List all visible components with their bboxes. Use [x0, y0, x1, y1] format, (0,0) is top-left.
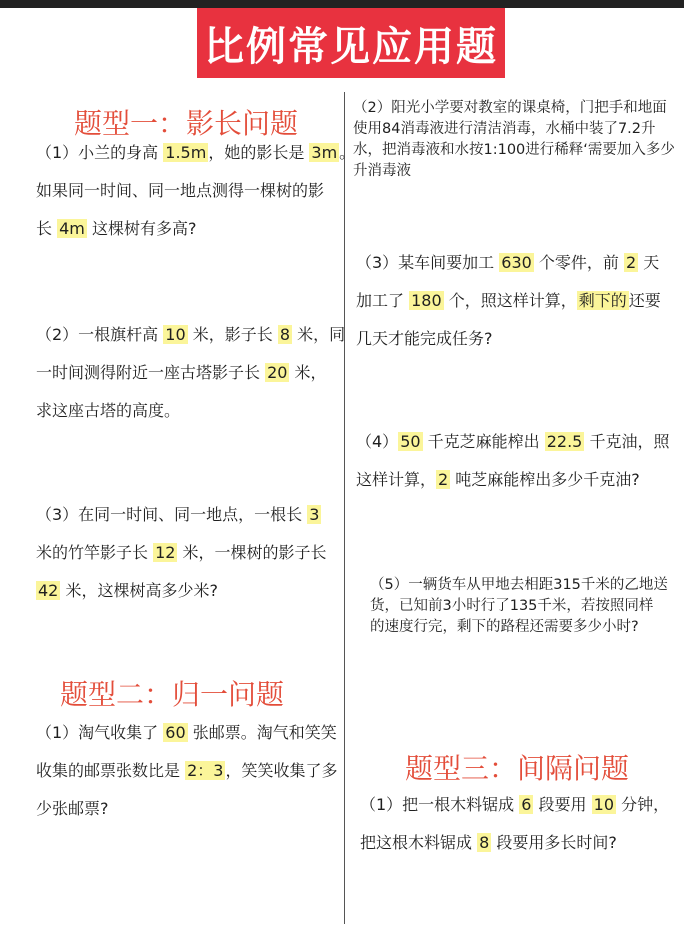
question-line: 的速度行完，剩下的路程还需要多少小时? [370, 619, 639, 635]
question-text: 几天才能完成任务? [356, 329, 493, 348]
question-text: 段要用 [533, 795, 592, 814]
question-text: 。 [339, 143, 356, 162]
question-line [36, 572, 327, 610]
question-line: 升消毒液 [353, 163, 411, 179]
question-text: 把这根木料锯成 [360, 833, 478, 852]
highlighted-value: 180 [411, 291, 442, 310]
highlighted-value: 10 [165, 325, 186, 344]
question-text: 少张邮票? [36, 799, 109, 818]
question-text: 一时间测得附近一座古塔影子长 [36, 363, 266, 382]
highlighted-value: 630 [501, 253, 532, 272]
question-right-5 [360, 786, 669, 862]
question-line: （5）一辆货车从甲地去相距315千米的乙地送 [370, 577, 668, 593]
question-line [36, 496, 327, 534]
section-heading-shadow-length: 题型一：影长问题 [74, 107, 299, 140]
question-right-3 [356, 423, 669, 499]
question-line [356, 244, 661, 282]
highlighted-value: 50 [400, 432, 421, 451]
highlighted-value: 12 [155, 543, 176, 562]
question-line: 使用84消毒液进行清洁消毒，水桶中装了7.2升 [353, 121, 656, 137]
highlighted-value: 22.5 [546, 432, 583, 451]
question-left-1 [36, 134, 355, 248]
question-left-2 [36, 316, 345, 430]
question-line [36, 534, 327, 572]
question-left-4 [36, 714, 337, 828]
highlighted-value: 8 [479, 833, 490, 852]
page-title: 比例常见应用题 [197, 8, 505, 78]
question-text: 分钟， [616, 795, 670, 814]
question-text: （1）把一根木料锯成 [360, 795, 520, 814]
highlighted-value: 8 [279, 325, 291, 344]
question-text: （2）一根旗杆高 [36, 325, 164, 344]
question-text: ，她的影长是 [208, 143, 310, 162]
question-text: 米的竹竿影子长 [36, 543, 154, 562]
highlighted-value: 6 [521, 795, 532, 814]
question-left-3 [36, 496, 327, 610]
question-line [36, 316, 345, 354]
highlighted-value: 2 [626, 253, 637, 272]
question-line [36, 210, 355, 248]
question-text: 个，照这样计算， [443, 291, 577, 310]
top-bar [0, 0, 684, 8]
question-line [36, 354, 345, 392]
highlighted-value: 剩下的 [578, 291, 627, 310]
question-right-2 [356, 244, 661, 358]
question-text: 米，影子长 [187, 325, 278, 344]
question-text: 这样计算， [356, 470, 437, 489]
question-text: 段要用多长时间? [491, 833, 617, 852]
question-text: 千克芝麻能榨出 [422, 432, 545, 451]
question-text: 长 [36, 219, 58, 238]
highlighted-value: 3 [309, 505, 320, 524]
highlighted-value: 3m [311, 143, 338, 162]
highlighted-value: 4m [59, 219, 85, 238]
question-text: 收集的邮票张数比是 [36, 761, 186, 780]
highlighted-value: 2：3 [187, 761, 224, 780]
question-line [360, 786, 669, 824]
question-line [356, 320, 661, 358]
question-text: 加工了 [356, 291, 410, 310]
question-line [356, 423, 669, 461]
question-text: （1）小兰的身高 [36, 143, 164, 162]
question-text: ，笑笑收集了多 [225, 761, 338, 780]
highlighted-value: 60 [165, 723, 186, 742]
question-line [36, 134, 355, 172]
question-text: 如果同一时间、同一地点测得一棵树的影 [36, 181, 325, 200]
question-line: （2）阳光小学要对教室的课桌椅，门把手和地面 [353, 100, 667, 116]
question-line [36, 790, 337, 828]
question-line [356, 282, 661, 320]
question-text: （1）淘气收集了 [36, 723, 164, 742]
question-text: 米，一棵树的影子长 [177, 543, 327, 562]
question-text: 米，这棵树高多少米? [60, 581, 218, 600]
question-line [36, 392, 345, 430]
question-text: （4） [356, 432, 399, 451]
question-line: 水，把消毒液和水按1:100进行稀释‘需要加入多少 [353, 142, 675, 158]
section-heading-unitary: 题型二：归一问题 [60, 678, 285, 711]
question-right-1 [353, 98, 675, 182]
question-text: 这棵树有多高? [86, 219, 197, 238]
question-text: 个零件，前 [533, 253, 625, 272]
highlighted-value: 1.5m [165, 143, 207, 162]
highlighted-value: 20 [267, 363, 288, 382]
highlighted-value: 42 [38, 581, 59, 600]
question-text: 吨芝麻能榨出多少千克油? [450, 470, 640, 489]
question-text: 张邮票。淘气和笑笑 [187, 723, 337, 742]
question-line [36, 172, 355, 210]
question-text: （3）在同一时间、同一地点，一根长 [36, 505, 308, 524]
highlighted-value: 10 [593, 795, 615, 814]
question-line: 货，已知前3小时行了135千米，若按照同样 [370, 598, 654, 614]
section-heading-interval: 题型三：间隔问题 [405, 752, 630, 785]
question-text: （3）某车间要加工 [356, 253, 500, 272]
question-line [360, 824, 669, 862]
highlighted-value: 2 [438, 470, 449, 489]
question-text: 求这座古塔的高度。 [36, 401, 181, 420]
question-text: 还要 [628, 291, 661, 310]
question-line [36, 714, 337, 752]
question-line [36, 752, 337, 790]
question-line [356, 461, 669, 499]
question-text: 千克油，照 [584, 432, 670, 451]
question-text: 米， [289, 363, 327, 382]
question-right-4 [370, 575, 668, 638]
question-text: 米，同 [292, 325, 346, 344]
question-text: 天 [638, 253, 660, 272]
